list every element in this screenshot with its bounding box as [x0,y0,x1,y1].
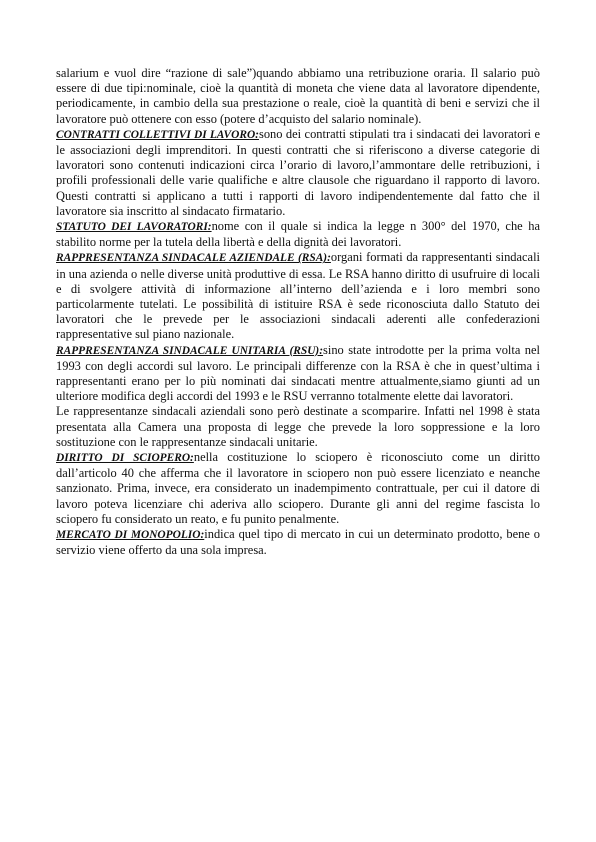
paragraph-diritto-sciopero [56,450,540,527]
paragraph-rsa [56,250,540,342]
document-page [56,66,540,559]
paragraph-rsu [56,343,540,405]
paragraph-text: sino state introdotte per la prima volta nel 1993 con degli accordi sul lavoro. Le principali differenze con la RSA è che in quest’ultima i rappresentanti erano per lo più nominati dai sindacati mentre attualmente,siamo giunti ad un ulteriore modifica degli accordi del 1993 e le RSU verranno totalmente elette dai lavoratori. [56,342,540,404]
paragraph-text: sono dei contratti stipulati tra i sindacati dei lavoratori e le associazioni degli imprenditori. In questi contratti che si riferiscono a diverse categorie di lavoratori sono contenuti indicazioni circa l’orario di lavoro,l’ammontare delle retribuzioni, i profili professionali delle varie qualifiche e altre clausole che riguardano il rapporto di lavoro. Questi contratti si applicano a tutti i rapporti di lavoro indipendentemente dal fatto che il lavoratore sia inscritto al sindacato firmatario. [56,126,540,218]
paragraph-rappresentanze [56,404,540,450]
paragraph-text: Le rappresentanze sindacali aziendali sono però destinate a scomparire. Infatti nel 1998 è stata presentata alla Camera una proposta di legge che prevede la loro soppressione e la loro sostituzione con le rappresentanze sindacali unitarie. [56,404,540,449]
paragraph-statuto-lavoratori [56,219,540,250]
paragraph-text: organi formati da rappresentanti sindacali in una azienda o nelle diverse unità produttive di essa. Le RSA hanno diritto di usufruire di locali e di svolgere attività di informazione all’interno dell’azienda e i loro membri sono particolarmente tutelati. Le possibilità di istituire RSA è sede riconosciuta dallo Statuto dei lavoratori che le prevede per le associazioni sindacali aderenti alle confederazioni rappresentative sul piano nazionale. [56,250,540,342]
paragraph-text: salarium e vuol dire “razione di sale”)quando abbiamo una retribuzione oraria. Il salario può essere di due tipi:nominale, cioè la quantità di moneta che viene data al lavoratore dipendente, periodicamente, in cambio della sua prestazione o reale, cioè la quantità di beni e servizi che il lavoratore può ottenere con esso (potere d’acquisto del salario nominale). [56,66,540,126]
paragraph-salario [56,66,540,127]
paragraph-contratti-collettivi [56,127,540,219]
paragraph-text: nella costituzione lo sciopero è riconosciuto come un diritto dall’articolo 40 che afferma che il lavoratore in sciopero non può essere licenziato e neanche sanzionato. Prima, invece, era considerato un inadempimento contrattuale, per cui il datore di lavoro poteva licenziare chi aderiva allo sciopero. Durante gli anni del regime fascista lo sciopero fu considerato un reato, e fu punito penalmente. [56,450,541,526]
paragraph-mercato-monopolio [56,527,540,558]
paragraph-text: nome con il quale si indica la legge n 300° del 1970, che ha stabilito norme per la tutela della libertà e della dignità dei lavoratori. [56,219,540,250]
term-heading: RAPPRESENTANZA SINDACALE UNITARIA (RSU): [56,344,324,357]
paragraph-text: indica quel tipo di mercato in cui un determinato prodotto, bene o servizio viene offerto da una sola impresa. [56,527,540,558]
term-heading: RAPPRESENTANZA SINDACALE AZIENDALE (RSA): [56,252,331,265]
term-heading: DIRITTO DI SCIOPERO: [56,452,194,465]
term-heading: MERCATO DI MONOPOLIO: [56,529,205,542]
term-heading: CONTRATTI COLLETTIVI DI LAVORO: [56,128,259,141]
term-heading: STATUTO DEI LAVORATORI: [56,221,212,234]
